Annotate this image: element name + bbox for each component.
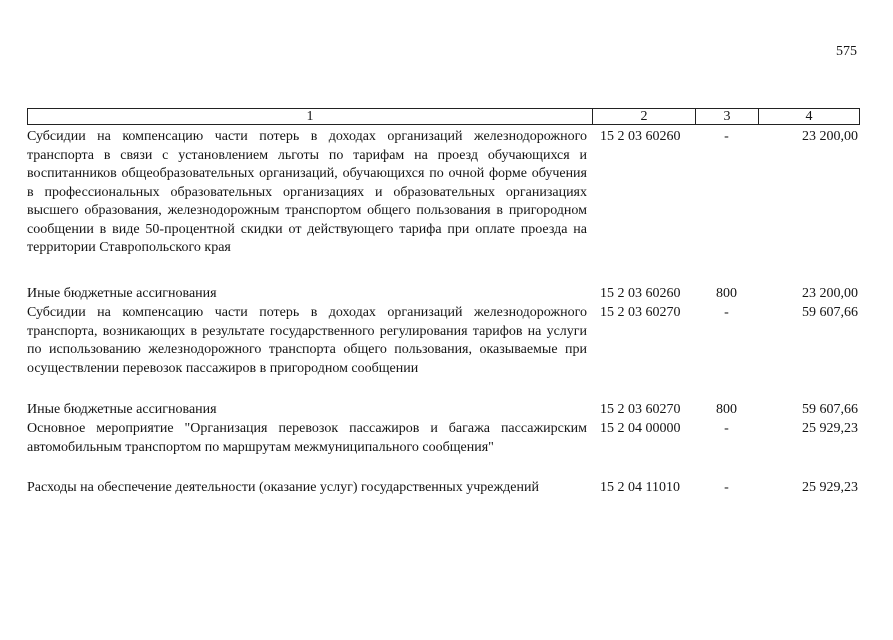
row-code: 15 2 04 00000 <box>600 421 681 436</box>
row-type: 800 <box>716 286 737 301</box>
row-type: - <box>724 305 729 320</box>
row-sum: 59 607,66 <box>802 402 858 417</box>
row-code: 15 2 03 60270 <box>600 402 681 417</box>
header-col-4: 4 <box>805 109 813 124</box>
row-description: Расходы на обеспечение деятельности (оказание услуг) государственных учреждений <box>27 480 539 495</box>
row-type: - <box>724 421 729 436</box>
row-description: Иные бюджетные ассигнования <box>27 286 217 301</box>
row-sum: 25 929,23 <box>802 421 858 436</box>
page-number: 575 <box>836 44 857 59</box>
header-col-1: 1 <box>28 109 593 124</box>
row-type: - <box>724 480 729 495</box>
row-code: 15 2 04 11010 <box>600 480 680 495</box>
row-code: 15 2 03 60270 <box>600 305 681 320</box>
row-description: Субсидии на компенсацию части потерь в доходах организаций железнодорожного транспорта, возникающих в результате государственного регулирования тарифов на услуги по использованию железнодорожного транспорта общего пользования, оказываемые при осуществлении перевозок пассажиров в пригородном сообщении <box>27 305 587 376</box>
row-sum: 23 200,00 <box>802 129 858 144</box>
header-col-3: 3 <box>696 109 759 124</box>
row-sum: 23 200,00 <box>802 286 858 301</box>
row-sum: 59 607,66 <box>802 305 858 320</box>
row-description: Субсидии на компенсацию части потерь в доходах организаций железнодорожного транспорта в связи с установлением льготы по тарифам на проезд обучающихся и воспитанников общеобразовательных организаций, обучающихся по очной форме обучения в профессиональных образовательных организациях и образовательных организациях высшего образования, железнодорожным транспортом общего пользования в пригородном сообщении в виде 50-процентной скидки от действующего тарифа при оплате проезда на территории Ставропольского края <box>27 129 587 255</box>
row-code: 15 2 03 60260 <box>600 129 681 144</box>
row-description: Иные бюджетные ассигнования <box>27 402 217 417</box>
row-description: Основное мероприятие "Организация перевозок пассажиров и багажа пассажирским автомобильным транспортом по маршрутам межмуниципального сообщения" <box>27 421 587 455</box>
row-code: 15 2 03 60260 <box>600 286 681 301</box>
header-col-2: 2 <box>593 109 696 124</box>
row-sum: 25 929,23 <box>802 480 858 495</box>
row-type: - <box>724 129 729 144</box>
row-type: 800 <box>716 402 737 417</box>
table-header <box>27 108 860 125</box>
